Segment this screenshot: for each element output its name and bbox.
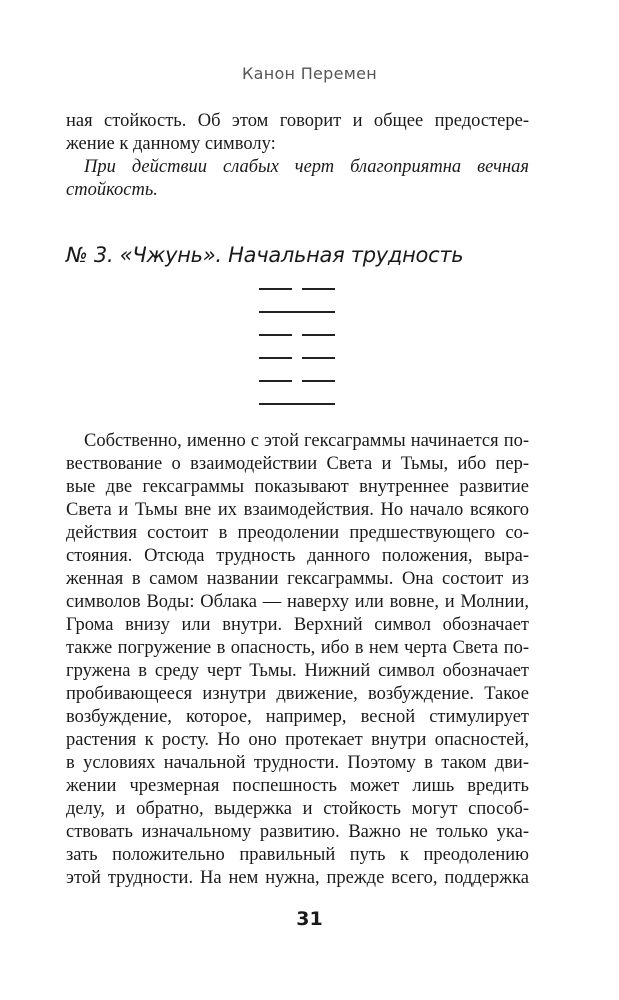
- hexagram-broken-line: [259, 357, 335, 359]
- paragraph-line: пробивающееся изнутри движение, возбуждение. Такое: [66, 684, 529, 704]
- hexagram-broken-line: [259, 380, 335, 382]
- hexagram-broken-line: [259, 334, 335, 336]
- line-segment: [259, 403, 335, 405]
- paragraph-line: женная в самом названии гексаграммы. Она состоит из: [66, 569, 529, 589]
- paragraph-line: жении чрезмерная поспешность может лишь вредить: [66, 776, 529, 796]
- line-segment: [302, 380, 335, 382]
- paragraph-line: Света и Тьмы вне их взаимодействия. Но начало всякого: [66, 500, 529, 520]
- line-segment: [302, 357, 335, 359]
- paragraph-line: ная стойкость. Об этом говорит и общее предостере-: [66, 111, 529, 131]
- paragraph-line: зать положительно правильный путь к преодолению: [66, 845, 529, 865]
- line-segment: [259, 357, 292, 359]
- chapter-heading: № 3. «Чжунь». Начальная трудность: [66, 243, 464, 267]
- hexagram-figure: [259, 284, 335, 406]
- line-segment: [259, 380, 292, 382]
- paragraph-line: в условиях начальной трудности. Поэтому в таком дви-: [66, 753, 529, 773]
- paragraph-line: стояния. Отсюда трудность данного положения, выра-: [66, 546, 529, 566]
- paragraph-line: ствовать изначальному развитию. Важно не только ука-: [66, 822, 529, 842]
- paragraph-line: символов Воды: Облака — наверху или вовне, и Молнии,: [66, 592, 529, 612]
- line-segment: [259, 334, 292, 336]
- quote-line: При действии слабых черт благоприятна вечная: [84, 157, 529, 177]
- hexagram-solid-line: [259, 403, 335, 405]
- hexagram-solid-line: [259, 311, 335, 313]
- paragraph-line: вествование о взаимодействии Света и Тьмы, ибо пер-: [66, 454, 529, 474]
- page-number: 31: [296, 908, 323, 930]
- paragraph-line: Грома внизу или внутри. Верхний символ обозначает: [66, 615, 529, 635]
- main-paragraph: [66, 430, 529, 890]
- line-segment: [259, 311, 335, 313]
- line-segment: [302, 334, 335, 336]
- paragraph-line: возбуждение, которое, например, весной стимулирует: [66, 707, 529, 727]
- line-segment: [302, 288, 335, 290]
- quote-line: стойкость.: [66, 180, 158, 200]
- paragraph-line: действия состоит в преодолении предшествующего со-: [66, 523, 529, 543]
- top-paragraph: [66, 110, 529, 202]
- paragraph-line: жение к данному символу:: [66, 134, 276, 154]
- line-segment: [259, 288, 292, 290]
- paragraph-line: также погружение в опасность, ибо в нем черта Света по-: [66, 638, 529, 658]
- paragraph-line: Собственно, именно с этой гексаграммы начинается по-: [84, 431, 529, 451]
- paragraph-line: этой трудности. На нем нужна, прежде всего, поддержка: [66, 868, 529, 888]
- paragraph-line: растения к росту. Но оно протекает внутри опасностей,: [66, 730, 529, 750]
- hexagram-broken-line: [259, 288, 335, 290]
- paragraph-line: делу, и обратно, выдержка и стойкость могут способ-: [66, 799, 529, 819]
- paragraph-line: гружена в среду черт Тьмы. Нижний символ обозначает: [66, 661, 529, 681]
- paragraph-line: вые две гексаграммы показывают внутреннее развитие: [66, 477, 529, 497]
- running-head: Канон Перемен: [241, 64, 378, 83]
